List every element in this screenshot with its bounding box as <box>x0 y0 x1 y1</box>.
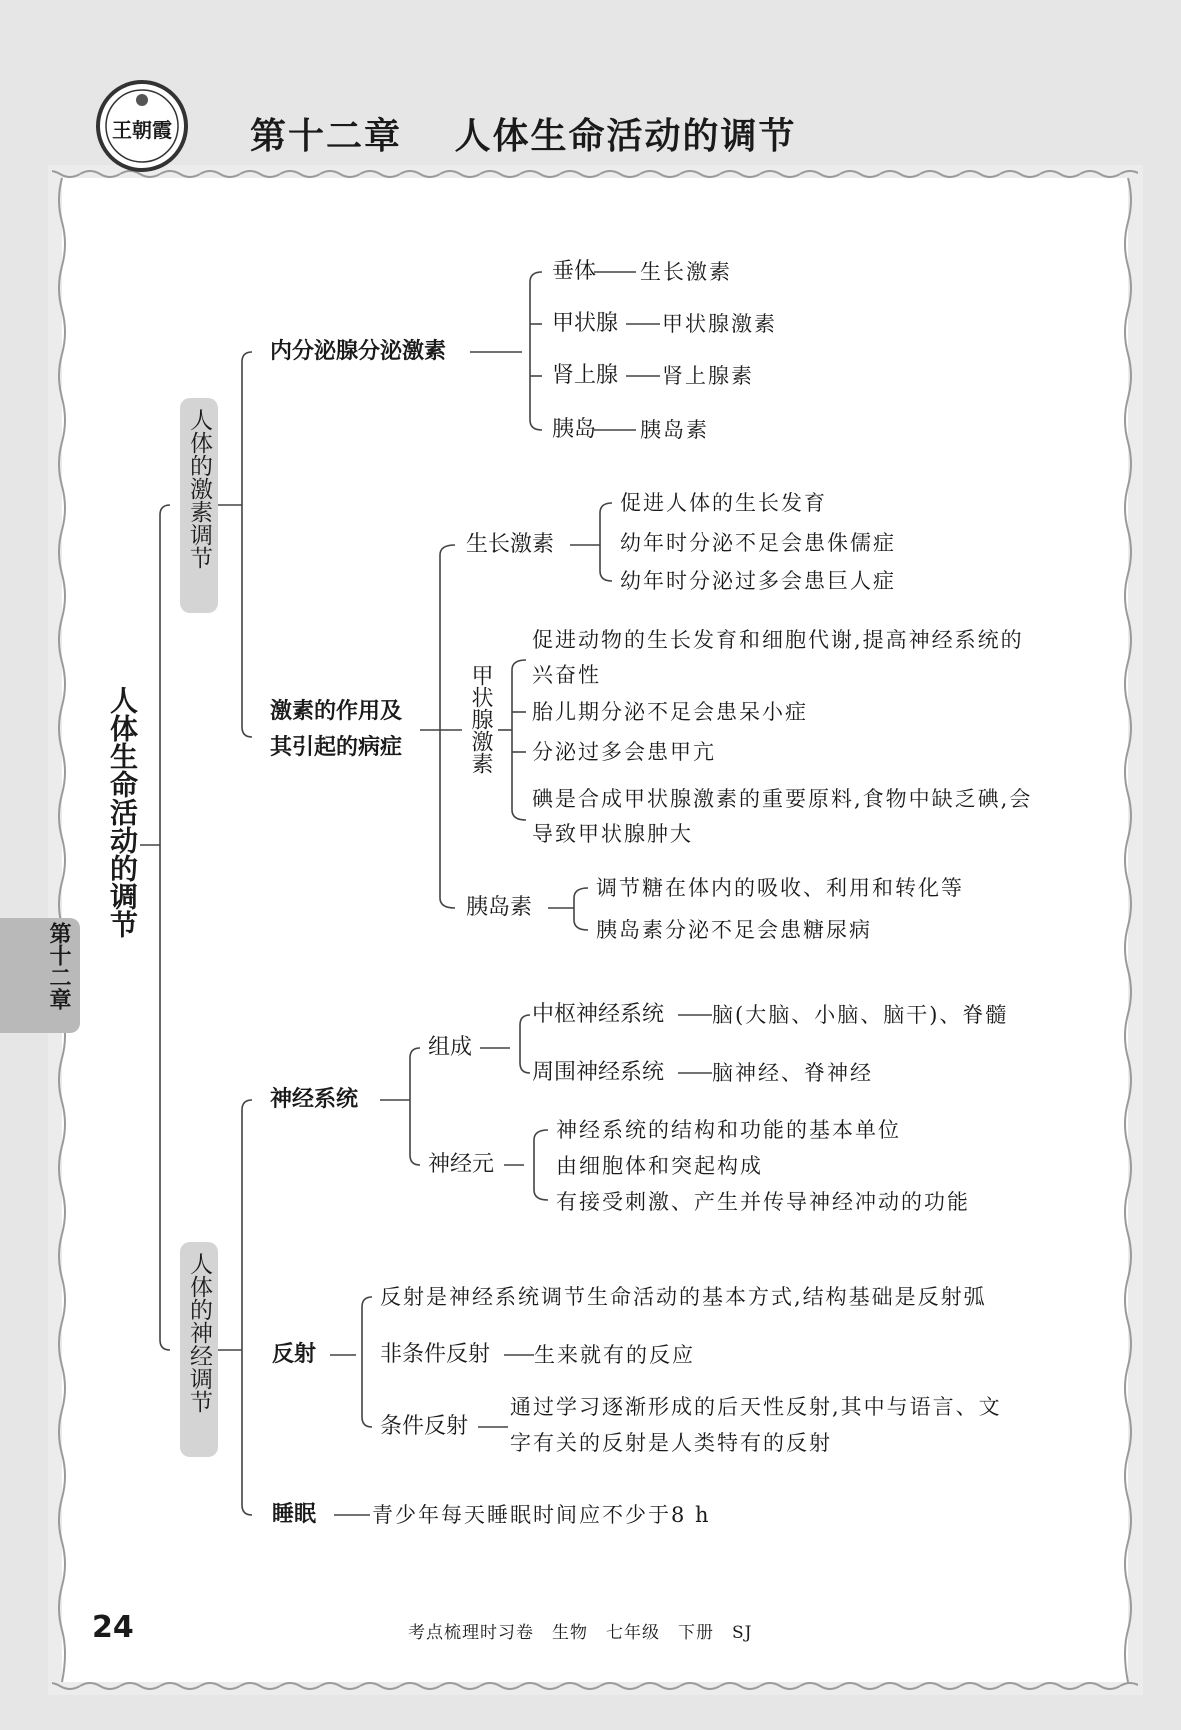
insulin-item: 调节糖在体内的吸收、利用和转化等 <box>596 876 964 900</box>
chapter-title: 第十二章 人体生命活动的调节 <box>250 116 797 157</box>
peripheral-nervous-detail: 脑神经、脊神经 <box>712 1061 873 1085</box>
conditioned-reflex-detail: 通过学习逐渐形成的后天性反射,其中与语言、文 <box>510 1395 1002 1419</box>
sleep-label: 睡眠 <box>272 1502 317 1527</box>
conditioned-reflex-detail: 字有关的反射是人类特有的反射 <box>510 1431 832 1455</box>
growth-item: 促进人体的生长发育 <box>620 491 827 515</box>
gland-item: 肾上腺 <box>552 363 619 388</box>
reflex-label: 反射 <box>272 1342 317 1367</box>
chapter-side-tab-label: 第十二章 <box>46 922 71 1010</box>
neuron-item: 有接受刺激、产生并传导神经冲动的功能 <box>556 1190 970 1214</box>
root-topic: 人体生命活动的调节 <box>106 686 139 938</box>
gland-item: 胰岛 <box>552 417 597 442</box>
unconditioned-reflex-detail: 生来就有的反应 <box>534 1343 695 1367</box>
effects-label-line2: 其引起的病症 <box>270 735 403 760</box>
hormone-item: 生长激素 <box>640 260 732 284</box>
central-nervous-label: 中枢神经系统 <box>532 1002 665 1027</box>
hormone-item: 胰岛素 <box>640 418 709 442</box>
hormone-item: 肾上腺素 <box>662 364 754 388</box>
thyroid-item: 碘是合成甲状腺激素的重要原料,食物中缺乏碘,会 <box>532 787 1033 811</box>
nervous-system-label: 神经系统 <box>270 1087 359 1112</box>
thyroid-item: 胎儿期分泌不足会患呆小症 <box>532 700 808 724</box>
neuron-label: 神经元 <box>428 1152 495 1177</box>
thyroid-item: 兴奋性 <box>532 663 601 687</box>
thyroid-item: 导致甲状腺肿大 <box>532 822 693 846</box>
growth-hormone-label: 生长激素 <box>466 532 555 557</box>
footer-book-info: 考点梳理时习卷 生物 七年级 下册 SJ <box>408 1623 753 1643</box>
growth-item: 幼年时分泌过多会患巨人症 <box>620 569 896 593</box>
composition-label: 组成 <box>428 1035 473 1060</box>
endocrine-label: 内分泌腺分泌激素 <box>270 339 447 364</box>
category-hormone-label: 人体的激素调节 <box>186 408 212 569</box>
thyroid-item: 分泌过多会患甲亢 <box>532 740 716 764</box>
reflex-item: 反射是神经系统调节生命活动的基本方式,结构基础是反射弧 <box>380 1285 987 1309</box>
logo-text: 王朝霞 <box>112 118 172 142</box>
thyroid-hormone-label: 甲状腺激素 <box>468 664 493 774</box>
publisher-logo <box>94 78 190 174</box>
gland-item: 垂体 <box>552 259 597 284</box>
central-nervous-detail: 脑(大脑、小脑、脑干)、脊髓 <box>712 1003 1009 1027</box>
sleep-detail: 青少年每天睡眠时间应不少于8 h <box>372 1503 711 1527</box>
effects-label-line1: 激素的作用及 <box>270 699 403 724</box>
insulin-item: 胰岛素分泌不足会患糖尿病 <box>596 918 872 942</box>
unconditioned-reflex-label: 非条件反射 <box>380 1342 491 1367</box>
gland-item: 甲状腺 <box>552 311 619 336</box>
peripheral-nervous-label: 周围神经系统 <box>532 1060 665 1085</box>
insulin-label: 胰岛素 <box>466 895 533 920</box>
neuron-item: 神经系统的结构和功能的基本单位 <box>556 1118 901 1142</box>
neuron-item: 由细胞体和突起构成 <box>556 1154 763 1178</box>
thyroid-item: 促进动物的生长发育和细胞代谢,提高神经系统的 <box>532 628 1024 652</box>
page-number: 24 <box>92 1610 134 1645</box>
conditioned-reflex-label: 条件反射 <box>380 1414 469 1439</box>
category-nerve-label: 人体的神经调节 <box>186 1252 212 1413</box>
hormone-item: 甲状腺激素 <box>662 312 777 336</box>
growth-item: 幼年时分泌不足会患侏儒症 <box>620 531 896 555</box>
